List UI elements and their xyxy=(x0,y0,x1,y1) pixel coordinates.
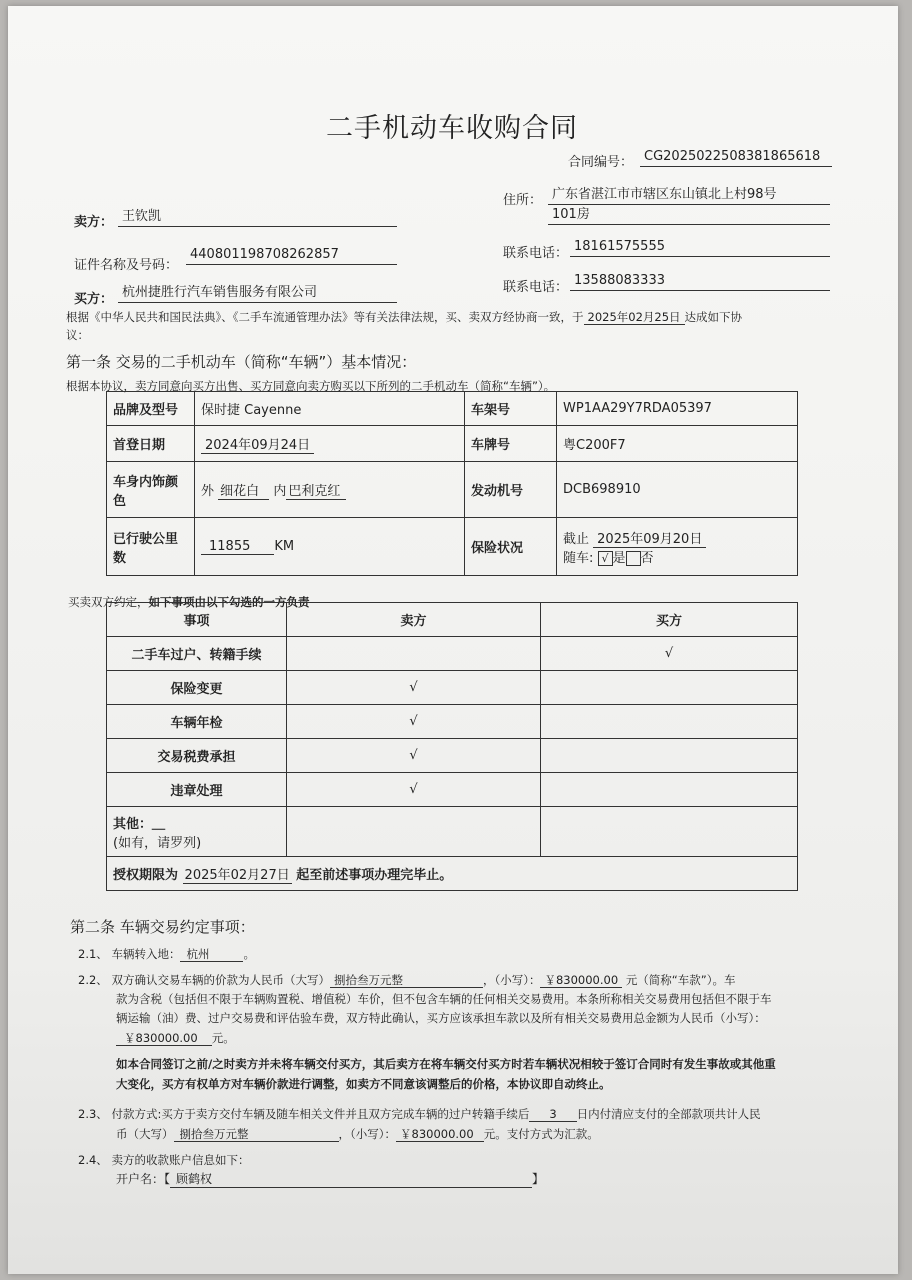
clause-2-3-line-2 xyxy=(116,1126,599,1142)
id-number: 440801198708262857 xyxy=(186,246,397,265)
color-value-cell xyxy=(195,462,465,518)
insurance-cell xyxy=(557,518,798,576)
total-amount: ￥830000.00 xyxy=(116,1031,212,1046)
clause-2-1-end: 。 xyxy=(243,947,255,961)
duty-table xyxy=(106,602,798,891)
mileage-label xyxy=(107,518,195,576)
mileage-unit: KM xyxy=(274,539,295,554)
duty-violation-seller-check: √ xyxy=(287,773,541,807)
price-upper: 捌拾叁万元整 xyxy=(330,973,483,988)
clause-2-3-a: 付款方式:买方于卖方交付车辆及随车相关文件并且双方完成车辆的过户转籍手续后 xyxy=(111,1107,530,1121)
table-row xyxy=(107,773,798,807)
address-line-2: 101房 xyxy=(548,206,830,225)
insurance-with-car-row xyxy=(563,547,791,566)
exterior-color: 细花白 xyxy=(218,484,269,500)
mileage-value: 11855 xyxy=(201,539,274,555)
payment-lower: ￥830000.00 xyxy=(396,1127,484,1142)
clause-2-2-no: 2.2、 xyxy=(78,973,108,987)
insurance-until-date: 2025年09月20日 xyxy=(593,532,706,548)
address-line-1: 广东省湛江市市辖区东山镇北上村98号 xyxy=(548,186,830,205)
clause-2-2-line-4 xyxy=(116,1030,235,1046)
clause-2-2-a: 双方确认交易车辆的价款为人民币（大写） xyxy=(111,973,330,987)
seller-label: 卖方： xyxy=(74,215,114,230)
clause-2-2-line-3: 辆运输（油）费、过户交易费和评估验车费，双方特此确认，买方应该承担车款以及所有相关交易费用总金额为人民币（小写）： xyxy=(116,1011,766,1025)
preamble-text xyxy=(66,309,742,325)
id-label: 证件名称及号码： xyxy=(74,258,179,273)
clause-2-2-b: ，（小写）： xyxy=(482,973,541,987)
deadline-label: 授权期限为 xyxy=(113,868,179,883)
clause-2-1-text: 车辆转入地： xyxy=(111,947,181,961)
col-buyer: 买方 xyxy=(541,603,798,637)
duty-intro-b: 如下事项由以下勾选的一方负责 xyxy=(148,595,310,609)
duty-violation-buyer xyxy=(541,773,798,807)
color-label-line-2: 色 xyxy=(113,493,127,509)
clause-2-3-d: ，（小写）： xyxy=(338,1127,396,1141)
insurance-until-row xyxy=(563,528,791,547)
clause-2-4-text: 卖方的收款账户信息如下： xyxy=(111,1153,250,1167)
preamble-date: 2025年02月25日 xyxy=(584,310,685,325)
destination-city: 杭州 xyxy=(180,947,243,962)
clause-2-2-bold-1: 如本合同签订之前/之时卖方并未将车辆交付买方，其后卖方在将车辆交付买方时若车辆状况相较于签订合同时有发生事故或其他重 xyxy=(116,1057,776,1071)
table-row xyxy=(107,671,798,705)
reg-date-label: 首登日期 xyxy=(107,426,195,462)
mileage-label-line-2: 数 xyxy=(113,550,127,566)
payment-upper: 捌拾叁万元整 xyxy=(174,1127,339,1142)
vin-label: 车架号 xyxy=(465,392,557,426)
reg-date-cell xyxy=(195,426,465,462)
duty-transfer: 二手车过户、转籍手续 xyxy=(107,637,287,671)
table-row xyxy=(107,705,798,739)
article-2-title: 第二条 车辆交易约定事项： xyxy=(70,918,255,936)
document-title: 二手机动车收购合同 xyxy=(326,113,578,144)
reg-date-value: 2024年09月24日 xyxy=(201,438,314,454)
insurance-until-prefix: 截止 xyxy=(563,531,590,547)
address-label: 住所： xyxy=(503,193,543,208)
duty-inspection: 车辆年检 xyxy=(107,705,287,739)
duty-insurance-seller-check: √ xyxy=(287,671,541,705)
interior-prefix: 内 xyxy=(273,484,287,499)
duty-tax-seller-check: √ xyxy=(287,739,541,773)
color-label xyxy=(107,462,195,518)
account-holder-name: 顾鹤权 xyxy=(170,1170,532,1188)
brand-value: 保时捷 Cayenne xyxy=(195,392,465,426)
authorization-period xyxy=(107,857,798,891)
duty-intro-a: 买卖双方约定， xyxy=(68,595,149,609)
duty-inspection-seller-check: √ xyxy=(287,705,541,739)
clause-2-4-no: 2.4、 xyxy=(78,1153,108,1167)
clause-2-4 xyxy=(78,1152,249,1168)
vehicle-info-table xyxy=(106,391,798,576)
clause-2-3-c: 币（大写） xyxy=(116,1127,174,1141)
mileage-cell xyxy=(195,518,465,576)
buyer-name: 杭州捷胜行汽车销售服务有限公司 xyxy=(118,284,397,303)
duty-other-buyer xyxy=(541,807,798,857)
plate-value: 粤C200F7 xyxy=(557,426,798,462)
clause-2-3-no: 2.3、 xyxy=(78,1107,108,1121)
vin-value: WP1AA29Y7RDA05397 xyxy=(557,392,798,426)
duty-tax-buyer xyxy=(541,739,798,773)
engine-label: 发动机号 xyxy=(465,462,557,518)
account-holder-row xyxy=(116,1170,544,1188)
clause-2-1-no: 2.1、 xyxy=(78,947,108,961)
seller-name: 王钦凯 xyxy=(118,208,397,227)
bracket-close: 】 xyxy=(532,1172,545,1186)
clause-2-2-bold-2: 大变化，买方有权单方对车辆价款进行调整，如卖方不同意该调整后的价格，本协议即自动终止。 xyxy=(116,1077,611,1091)
col-item: 事项 xyxy=(107,603,287,637)
seller-phone-label: 联系电话： xyxy=(503,246,569,261)
duty-other-cell xyxy=(107,807,287,857)
bracket-open: 【 xyxy=(164,1172,171,1186)
clause-2-3-e: 元。支付方式为汇款。 xyxy=(483,1127,599,1141)
clause-2-1 xyxy=(78,946,255,962)
clause-2-2-line-2: 款为含税（包括但不限于车辆购置税、增值税）车价，但不包含车辆的任何相关交易费用。本条所称相关交易费用包括但不限于车 xyxy=(116,992,772,1006)
table-row xyxy=(107,739,798,773)
preamble-cont: 议： xyxy=(66,328,89,342)
exterior-prefix: 外 xyxy=(201,484,215,499)
clause-2-2-c: 元（简称“车款”）。车 xyxy=(625,973,736,987)
insurance-yes-checkbox[interactable]: √ xyxy=(598,551,613,566)
deadline-date: 2025年02月27日 xyxy=(184,868,290,883)
duty-inspection-buyer xyxy=(541,705,798,739)
contract-number-label: 合同编号： xyxy=(568,155,634,170)
duty-other-seller xyxy=(287,807,541,857)
clause-2-3-line-1 xyxy=(78,1106,761,1122)
account-holder-label: 开户名： xyxy=(116,1172,165,1186)
buyer-phone: 13588083333 xyxy=(570,272,830,291)
clause-2-3-b: 日内付清应支付的全部款项共计人民 xyxy=(576,1107,761,1121)
interior-color: 巴利克红 xyxy=(286,484,346,500)
clause-2-2-line-1 xyxy=(78,972,735,988)
contract-paper xyxy=(8,6,898,1274)
color-label-line-1: 车身内饰颜 xyxy=(113,474,179,490)
seller-phone: 18161575555 xyxy=(570,238,830,257)
contract-number: CG20250225083818656​18 xyxy=(640,148,832,167)
article-1-intro: 根据本协议，卖方同意向买方出售、买方同意向卖方购买以下所列的二手机动车（简称“车辆”）。 xyxy=(66,379,556,393)
col-seller: 卖方 xyxy=(287,603,541,637)
deadline-suffix: 起至前述事项办理完毕止。 xyxy=(296,868,453,883)
duty-other-label: 其他：＿ xyxy=(113,816,166,832)
preamble-part-a: 根据《中华人民共和国民法典》、《二手车流通管理办法》等有关法律法规，买、卖双方经协商一致，于 xyxy=(66,310,584,324)
engine-value: DCB698910 xyxy=(557,462,798,518)
insurance-no-checkbox[interactable] xyxy=(626,551,641,566)
preamble-part-b: 达成如下协 xyxy=(684,310,743,324)
duty-insurance-buyer xyxy=(541,671,798,705)
duty-tax: 交易税费承担 xyxy=(107,739,287,773)
insurance-label: 保险状况 xyxy=(465,518,557,576)
plate-label: 车牌号 xyxy=(465,426,557,462)
price-lower: ￥830000.00 xyxy=(540,973,622,988)
buyer-phone-label: 联系电话： xyxy=(503,280,569,295)
buyer-label: 买方： xyxy=(74,292,114,307)
duty-insurance: 保险变更 xyxy=(107,671,287,705)
duty-transfer-buyer-check: √ xyxy=(541,637,798,671)
payment-days: 3 xyxy=(529,1107,576,1122)
article-1-title: 第一条 交易的二手机动车（简称“车辆”）基本情况： xyxy=(66,353,417,371)
total-amount-end: 元。 xyxy=(211,1031,235,1045)
table-row xyxy=(107,807,798,857)
duty-other-note: (如有，请罗列) xyxy=(113,835,202,851)
duty-violation: 违章处理 xyxy=(107,773,287,807)
insurance-no-label: 否 xyxy=(640,550,654,566)
insurance-with-car-label: 随车: xyxy=(563,550,594,566)
table-row xyxy=(107,637,798,671)
brand-label: 品牌及型号 xyxy=(107,392,195,426)
duty-transfer-seller xyxy=(287,637,541,671)
insurance-yes-label: 是 xyxy=(612,550,626,566)
mileage-label-line-1: 已行驶公里 xyxy=(113,531,179,547)
